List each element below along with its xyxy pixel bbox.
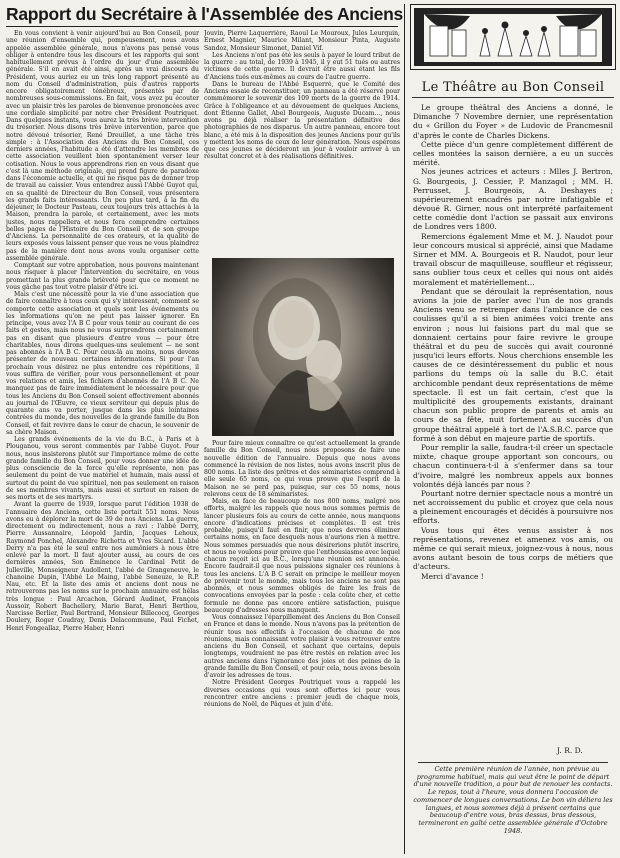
paragraph: Cette première réunion de l'année, non prévue au programme habituel, mais qui veut être le point de départ d'une nouvelle tradition, a pour but de renouer les contacts. Le repas, tout à l'heure, vous donnera l'occasion de commencer de longues conversations. Le bon vin déliera les langues, et nous sommes déjà à présent certains que beaucoup d'entre vous, bras dessus, bras dessous, termineront en gaîté cette assemblée générale d'Octobre 1948.	[413, 766, 613, 835]
paragraph: Vous tous qui êtes venus assister à nos représentations, revenez et amenez vos amis, ou même ce qui serait mieux, joignez-vous à nous, nous avons autant besoin de tous corps de métiers que d'acteurs.	[413, 525, 613, 572]
signature: J. R. D.	[557, 746, 583, 755]
paragraph: Pour remplir la salle, faudra-t-il créer un spectacle mixte, chaque groupe apportant son concours, ou chacun continuera-t-il à s'enfermer dans sa tour d'ivoire, malgré les nombreux appels aux bonnes volontés déjà lancés par nous ?	[413, 442, 613, 489]
paragraph: Remercions également Mme et M. J. Naudot pour leur concours musical si apprécié, ainsi que Madame Sirner et MM. A. Bourgeois et R. Naudot, pour leur travail obscur de maquilleuse, souffleur et régisseur, sans oublier tous ceux et celles qui nous ont aidés moralement et matériellement...	[413, 231, 613, 287]
paragraph: Les Anciens n'ont pas été les seuls à payer le lourd tribut de la guerre : au total, de 1939 à 1945, il y eut 51 tués ou autres victimes de cette guerre. Il devrait être aussi étant les fils d'Anciens tués eux-mêmes au cours de l'autre guerre.	[204, 51, 400, 81]
paragraph: Nos jeunes actrices et acteurs : Mlles J. Bertron, G. Bourgeois, J. Cessier, P. Manzagol ; MM. H. Perrusset, J. Bourgeois, A. Deshayes ; supérieurement encadrés par notre infatigable et dévoué R. Girner, nous ont interprété parfaitement cette comédie dont l'action se passait aux environs de Londres vers 1800.	[413, 167, 613, 232]
paragraph: Notre Président Georges Poutriquet vous a rappelé les diverses occasions qui vous sont offertes ici pour vous rencontrer entre anciens : premier jeudi de chaque mois, réunions de Noël, de Pâques et juin d'été.	[204, 679, 400, 708]
separator-rule	[418, 762, 608, 763]
paragraph: Jouvin, Pierre Laquerrière, Raoul Le Mouroux, Jules Leurquin, Ernest Magnier, Maurice Milant, Monsieur Pinta, Auguste Sandoz, Monsieur Simonet, Daniel Vif.	[204, 30, 400, 52]
paragraph: Vous connaissez l'éparpillement des Anciens du Bon Conseil en France et dans le monde. Nous n'avons pas la prétention de réunir tous nos effectifs à l'occasion de chacune de nos réunions, mais connaissant votre plaisir à vous retrouver entre anciens du Bon Conseil, et sachant que certains, depuis longtemps, voudraient ne pas être restés en relation avec les autres anciens dans l'ignorance des joies et des peines de la grande famille du Bon Conseil, et pour cela, nous avons besoin d'avoir les adresses de tous.	[204, 614, 400, 679]
paragraph: Pour faire mieux connaître ce qu'est actuellement la grande famille du Bon Conseil, nous nous proposons de faire une nouvelle édition de l'annuaire. Depuis que nous avons commencé la révision de nos listes, nous avons inscrit plus de 800 noms. La liste des prêtres et des séminaristes comprend à elle seule 65 noms, ce qui vous prouve que l'esprit de la Maison ne se perd pas, puisque, sur ces 55 noms, nous relevons ceux de 18 séminaristes.	[204, 440, 400, 498]
paragraph: Les grands événements de la vie du B.C., à Paris et à Plouganou, vous seront commentés par l'abbé Guyot. Pour nous, nous insisterons plutôt sur l'importance même de cette grande famille du Bon Conseil, pour vous donner une idée de plus consciencie de la force qu'elle représente, non pas seulement du point de vue matériel et humain, mais aussi et surtout du point de vue spirituel, non pas seulement en raison de ses membres vivants, mais aussi et surtout en raison de ses morts et de ses martyrs.	[6, 436, 199, 501]
paragraph: Merci d'avance !	[421, 571, 484, 581]
paragraph: En vous convient à venir aujourd'hui au Bon Conseil, pour une réunion d'ensemble qui, pompeusement, nous avons appelée assemblée générale, nous n'avons pas pensé vous obliger à entendre tous les discours et les rapports qui sont habituellement prévus à l'ordre du jour d'une assemblée générale. S'il en avait été ainsi, après un vrai discours du Président, vous auriez eu un très long rapport présenté au nom du Conseil d'administration, puis d'autres rapports encore obligatoirement ténébreux, présentés par de nombreuses sous-commissions. En fait, vous avez pu écouter avec un plaisir très les paroles de bienvenue prononcées avec une cordiale simplicité par notre cher Président Poutriquet. Dans quelques instants, vous aurez la très brève intervention du trésorier. Nous disons très brève intervention, parce que notre dévoué trésorier, René Dreuillet, a une tâche très simple : à l'Association des Anciens du Bon Conseil, ces derniers années, l'habitude a été d'attendre les membres de cette association veuillent bien spontanément verser leur cotisation. Nous le vous apprendrons rien en vous disant que c'est là une méthode originale, qui prend figure de paradoxe dans l'économie actuelle, et qui ne risque pas de donner trop de travail au caissier. Vous entendrez aussi l'Abbé Guyot qui, en sa qualité de Directeur du Bon Conseil, vous présentera les grands faits intéressants. Un peu plus tard, à la fin du déjeuner, le Docteur Pasteau, ceux toujours très attachés à la Maison, prendra la parole, et certainement, avec les mots justes, nous rappellera et nous fera comprendre certaines belles pages de l'Histoire du Bon Conseil et de son groupe d'Anciens. La personnalité de ces orateurs, et la qualité de leurs exposés vous laissent penser que vous ne vous plaindrez pas de la manière dont nous avons voulu organiser cette assemblée générale.	[6, 30, 199, 262]
article-title: Rapport du Secrétaire à l'Assemblée des Anciens	[6, 4, 403, 24]
article-column-1	[6, 30, 199, 852]
theatre-article-body	[413, 103, 613, 743]
theatre-article-title: Le Théâtre au Bon Conseil	[421, 80, 605, 95]
paragraph: Comptant sur votre approbation, nous pouvons maintenant nous risquer à placer l'intervention du secrétaire, en vous promettant la plus grande brièveté pour que ce moment ne vous gâche pas tout votre plaisir d'être ici.	[6, 262, 199, 291]
article-column-2-top	[204, 30, 400, 255]
article-column-2-bottom	[204, 440, 400, 852]
portrait-photo-drawing	[212, 258, 394, 436]
paragraph: Cette pièce d'un genre complètement différent de celles montées la saison dernière, a eu un succès mérité.	[413, 139, 613, 168]
closing-note	[413, 766, 613, 852]
portrait-photo	[212, 258, 394, 436]
paragraph: Mais, en face de beaucoup de nos 800 noms, malgré nos efforts, malgré les rappels que nous nous sommes permis de lancer plusieurs fois au cours de cette année, nous manquons encore d'indications précises et complètes. Il est très probable, puisqu'il faut en finir, que nous devrons éliminer certains noms, en face desquels nous n'aurions rien à mettre. Nous sommes persuadés que nous désirerions plutôt inscrire, et nous ne voulons pour preuve que l'enthousiasme avec lequel chacun reçoit ici au B.C., lorsqu'une réunion est annoncée. Encore faudrait-il que nous puissions signaler ces réunions à tous les anciens. L'A B C serait en principe le meilleur moyen de prévenir tout le monde, mais tous les anciens ne sont pas abonnés, et nous sommes obligés de faire les frais de convocations envoyées par la poste : cela coûte cher, et cette formule ne donne pas encore entière satisfaction, puisque beaucoup d'adresses nous manquent.	[204, 498, 400, 614]
theatre-banner-icon	[410, 4, 616, 70]
paragraph: Le groupe théâtral des Anciens a donné, le Dimanche 7 Novembre dernier, une représentation du « Grillon du Foyer » de Ludovic de Francmesnil d'après le conte de Charles Dickens.	[413, 103, 613, 140]
title-rule	[6, 26, 398, 27]
paragraph: Pendant que se déroulait la représentation, nous avions la joie de parler avec l'un de nos grands Anciens venu se retremper dans l'ambiance de ces coulisses qu'il a si bien animées voici trente ans environ ; nous lui faisions part du mal que se donnaient certains pour faire revivre le groupe théâtral et du peu de succès qui avait couronné jusqu'ici leurs efforts. Nous cherchions ensemble les causes de ce désintéressement du public et nous parlions du temps où la salle du B.C. était archicomble pendant deux représentations de même spectacle. Il est un fait certain, c'est que la multiplicité des groupements existants, drainant chacun son public propre de parents et amis au cours de sa fête, nuit fortement au succès d'un groupe théâtral appelé à tort de l'A.S.B.C. parce que formé à son début en majeure partie de sportifs.	[413, 286, 613, 443]
paragraph: Pourtant notre dernier spectacle nous a montré un net accroissement du public et croyez que cela nous a pleinement encouragés et décidés à poursuivre nos efforts.	[413, 488, 613, 526]
paragraph: Dans le bureau de l'Abbé Esquerré, que le Comité des Anciens essaie de reconstituer, un panneau a été réservé pour commémorer le souvenir des 109 morts de la guerre de 1914. Grâce à l'obligeance et au dévouement de quelques Anciens, dont Étienne Gallet, Abel Bourgeois, Auguste Ducam..., nous avons pu déjà réaliser la présentation définitive des photographies de nos disparus. Un autre panneau, encore tout blanc, a été mis à la disposition des jeunes Anciens pour qu'ils y mettent les noms de ceux de leur génération. Nous espérons que ces jeunes se décideront un jour à vouloir arriver à un résultat concret et à des réalisations définitives.	[204, 80, 400, 161]
title-rule	[412, 97, 614, 98]
paragraph: Mais c'est une nécessité pour la vie d'une association que de faire connaître à tous ceux qui s'y intéressent, comment se comporte cette association et quels sont les événements ou les informations qu'on ne peut pas laisser ignorer. En principe, vous avez l'A B C pour vous tenir au courant de ces faits et gestes, mais nous ne vous surprendrons certainement pas en disant que plusieurs d'entre vous — pour être charitables, nous dirons quelques-uns seulement — ne sont pas abonnés à l'A B C. Pour ceux-là au moins, nous devons présenter de nouveau certaines informations. Si pour l'an prochain vous désirez ne plus entendre ces répétitions, il vous suffira de vérifier, pour vous personnellement et pour vos relations et amis, les fichiers d'abonnés de l'A B C. Ne manquez pas de faire immédiatement le nécessaire pour que tous les Anciens du Bon Conseil soient effectivement abonnés au journal de l'Œuvre, ce vieux serviteur qui depuis plus de quarante ans va porter, jusque dans les plus lointaines contrées du monde, des nouvelles de la grande famille du Bon Conseil, et fait revivre dans le cœur de chacun, le souvenir de sa chère Maison.	[6, 291, 199, 436]
paragraph: Avant la guerre de 1939, lorsque parut l'édition 1938 de l'annuaire des Anciens, cette liste portait 551 noms. Nous avons eu à déplorer la mort de 39 de nos Anciens. La guerre, directement ou indirectement, nous a ravi : l'abbé Derry, Pierre Aussannaire, Léopold Jardin, Jacques Lehoux, Raymond Ponchel, Alexandre Richetta et Yves Sicard. L'abbé Derry n'a pas été le seul entre nos aumôniers à nous être enlevé par la mort. Il faut ajouter aussi, au cours de ces dernières années, Son Éminence le Cardinal Petit de Julleville, Monseigneur Audollent, l'abbé de Grangeneuve, le chanoine Dupin, l'Abbé Le Maing, l'abbé Seneuze, le R.P. Nau, etc. Et la liste des amis et anciens dont nous ne retrouverons pas les noms sur le prochain annuaire est hélas très longue : Paul Arcachon, Gérard Audinet, François Aussoir, Robert Bachellery, Marie Barat, Henri Berthou, Narcisse Berlier, Paul Bertrand, Monsieur Billecocq, Georges Doulery, Roger Coudray, Denis Delacommune, Paul Fichet, Henri Fongeallaz, Pierre Haber, Henri	[6, 501, 199, 632]
column-divider	[404, 4, 405, 854]
